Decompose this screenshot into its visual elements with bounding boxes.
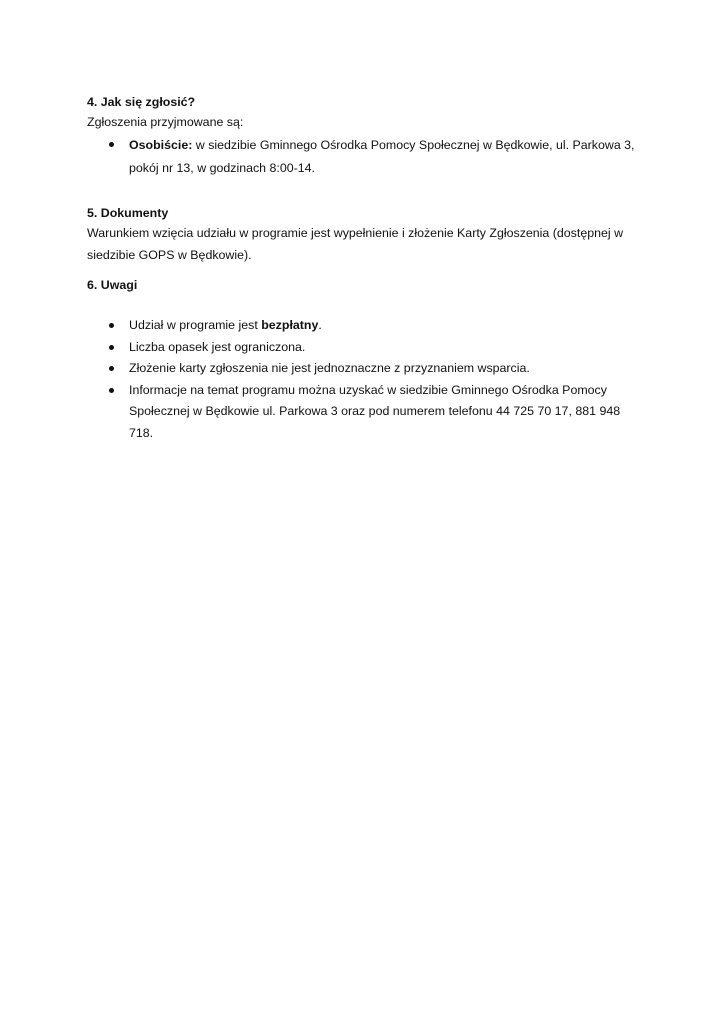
list-item-emphasis: bezpłatny <box>261 318 319 332</box>
list-item <box>87 358 647 380</box>
bullet-icon <box>109 323 114 328</box>
bullet-icon <box>109 388 114 393</box>
list-item-text: Złożenie karty zgłoszenia nie jest jednoznaczne z przyznaniem wsparcia. <box>129 361 530 375</box>
section-5-text: Warunkiem wzięcia udziału w programie jest wypełnienie i złożenie Karty Zgłoszenia (dostępnej w siedzibie GOPS w Będkowie). <box>87 226 624 262</box>
section-5-heading: 5. Dokumenty <box>87 206 169 220</box>
list-item-text: Liczba opasek jest ograniczona. <box>129 339 306 354</box>
list-item <box>87 380 647 445</box>
section-4-intro: Zgłoszenia przyjmowane są: <box>87 115 244 129</box>
section-6-heading: 6. Uwagi <box>87 278 138 292</box>
section-4-list <box>87 134 647 179</box>
bullet-icon <box>109 345 114 350</box>
section-4-heading: 4. Jak się zgłosić? <box>87 95 196 109</box>
list-item-text: w siedzibie Gminnego Ośrodka Pomocy Społecznej w Będkowie, ul. Parkowa 3, pokój nr 13, w godzinach 8:00-14. <box>129 138 635 175</box>
bullet-icon <box>109 366 114 371</box>
bullet-icon <box>109 142 114 147</box>
list-item <box>87 315 647 337</box>
list-item-text: Udział w programie jest <box>129 318 262 332</box>
list-item <box>87 337 647 359</box>
list-item <box>87 134 647 179</box>
list-item-label: Osobiście: <box>129 138 193 152</box>
list-item-text: . <box>318 318 322 332</box>
section-6-list <box>87 315 647 444</box>
list-item-text: Informacje na temat programu można uzyskać w siedzibie Gminnego Ośrodka Pomocy Społecznej w Będkowie ul. Parkowa 3 oraz pod numerem telefonu 44 725 70 17, 881 948 718. <box>129 382 621 440</box>
